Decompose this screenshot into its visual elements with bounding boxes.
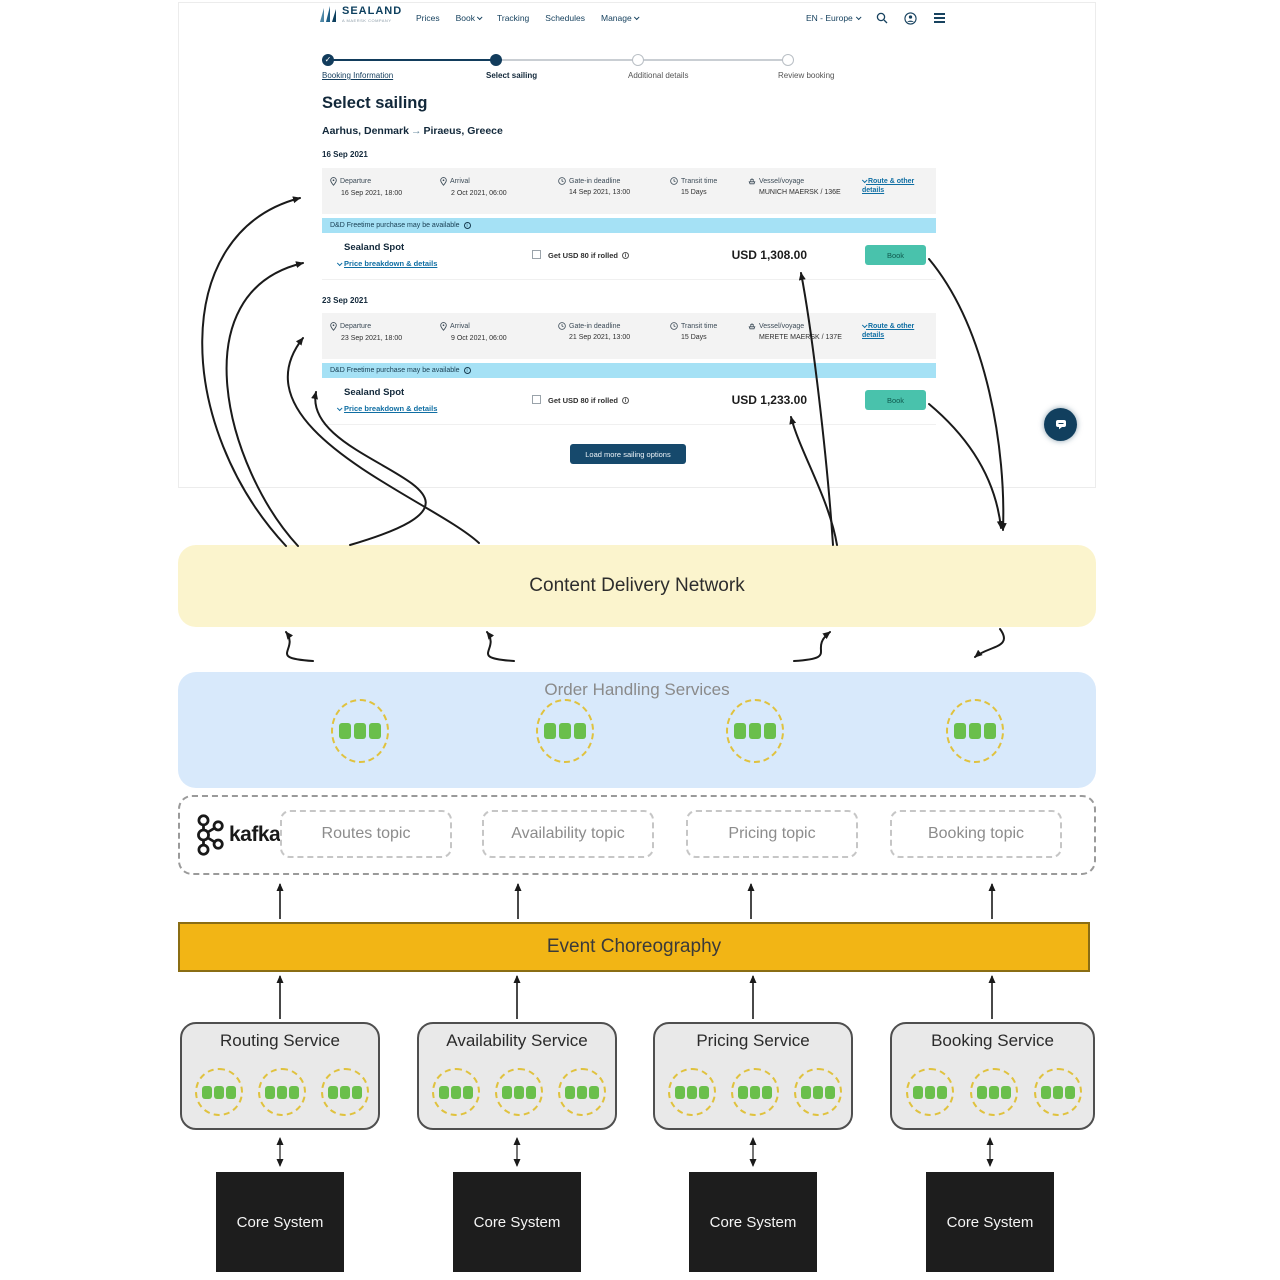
service-instance-cluster (495, 1068, 543, 1116)
chevron-down-icon (337, 260, 343, 266)
chat-bubble-icon (1055, 419, 1067, 430)
routing-service-box: Routing Service (180, 1022, 380, 1130)
book-button[interactable]: Book (865, 390, 926, 410)
kafka-band (178, 795, 1096, 875)
step-label-select-sailing: Select sailing (486, 71, 538, 80)
event-choreography-label: Event Choreography (546, 936, 722, 957)
step-dot-completed: ✓ (322, 54, 334, 66)
clock-icon (558, 177, 566, 185)
chevron-down-icon (477, 14, 483, 20)
transit-col: Transit time 15 Days (670, 177, 717, 196)
rolled-offer-checkbox[interactable] (532, 395, 541, 404)
route-other-details-link[interactable]: Route & other details (862, 178, 915, 195)
cdn-label: Content Delivery Network (529, 575, 745, 596)
route-arrow-icon: → (410, 125, 422, 137)
stepper-line-done (330, 59, 496, 61)
kafka-label: kafka (229, 823, 281, 846)
sealand-spot-offer-row (322, 378, 936, 425)
brand-tagline: A MAERSK COMPANY (342, 18, 392, 23)
kafka-logo (194, 813, 280, 857)
sealand-sails-icon (318, 6, 338, 33)
core-system-box: Core System (926, 1172, 1054, 1272)
topic-pricing: Pricing topic (686, 810, 858, 858)
kafka-icon (194, 813, 224, 857)
price-breakdown-link[interactable]: Price breakdown & details (337, 259, 437, 268)
chevron-down-icon (337, 405, 343, 411)
dnd-freetime-banner: D&D Freetime purchase may be available i (322, 363, 936, 378)
info-icon[interactable]: i (464, 222, 471, 229)
price-breakdown-link[interactable]: Price breakdown & details (337, 404, 437, 413)
arrival-col: Arrival 2 Oct 2021, 06:00 (440, 177, 507, 197)
vessel-icon (748, 322, 756, 330)
price-amount: USD 1,233.00 (731, 393, 807, 407)
gatein-col: Gate-in deadline 14 Sep 2021, 13:00 (558, 177, 630, 196)
product-name: Sealand Spot (344, 242, 405, 253)
core-system-box: Core System (689, 1172, 817, 1272)
service-instance-cluster (731, 1068, 779, 1116)
order-handling-label: Order Handling Services (544, 680, 730, 699)
info-icon[interactable]: i (622, 397, 629, 404)
nav-item-book[interactable]: Book (456, 13, 481, 23)
chevron-down-icon (856, 14, 862, 20)
order-handling-band (178, 672, 1096, 788)
rolled-offer-checkbox[interactable] (532, 250, 541, 259)
location-pin-icon (440, 177, 447, 186)
departure-col: Departure 16 Sep 2021, 18:00 (330, 177, 402, 197)
step-dot-upcoming (632, 54, 644, 66)
service-instance-cluster (906, 1068, 954, 1116)
clock-icon (558, 322, 566, 330)
service-instance-cluster (1034, 1068, 1082, 1116)
service-instance-cluster (432, 1068, 480, 1116)
search-icon[interactable] (875, 11, 889, 25)
pricing-service-box: Pricing Service (653, 1022, 853, 1130)
clock-icon (670, 322, 678, 330)
sailing-date: 23 Sep 2021 (322, 296, 368, 305)
brand-name: SEALAND (342, 5, 403, 17)
gatein-col: Gate-in deadline 21 Sep 2021, 13:00 (558, 322, 630, 341)
step-label-additional-details: Additional details (628, 71, 689, 80)
core-system-box: Core System (453, 1172, 581, 1272)
service-instance-cluster (946, 699, 1004, 763)
locale-selector[interactable]: EN - Europe (806, 13, 860, 23)
arrival-col: Arrival 9 Oct 2021, 06:00 (440, 322, 507, 342)
step-dot-current (490, 54, 502, 66)
core-system-box: Core System (216, 1172, 344, 1272)
info-icon[interactable]: i (622, 252, 629, 259)
service-instance-cluster (726, 699, 784, 763)
nav-item-prices[interactable]: Prices (416, 13, 440, 23)
booking-service-box: Booking Service (890, 1022, 1095, 1130)
product-name: Sealand Spot (344, 387, 405, 398)
vessel-col: Vessel/voyage MUNICH MAERSK / 136E (748, 177, 841, 196)
rolled-offer-label: Get USD 80 if rolled i (548, 396, 629, 405)
service-instance-cluster (195, 1068, 243, 1116)
location-pin-icon (440, 322, 447, 331)
step-dot-upcoming (782, 54, 794, 66)
departure-col: Departure 23 Sep 2021, 18:00 (330, 322, 402, 342)
step-label-review-booking: Review booking (778, 71, 835, 80)
page-title: Select sailing (322, 94, 428, 112)
rolled-offer-label: Get USD 80 if rolled i (548, 251, 629, 260)
step-label-booking-information[interactable]: Booking Information (322, 71, 394, 80)
chat-button[interactable] (1044, 408, 1077, 441)
sailing-details-row (322, 168, 936, 214)
nav-item-tracking[interactable]: Tracking (497, 13, 530, 23)
dnd-freetime-banner: D&D Freetime purchase may be available i (322, 218, 936, 233)
service-instance-cluster (331, 699, 389, 763)
vessel-col: Vessel/voyage MERETE MAERSK / 137E (748, 322, 842, 341)
service-instance-cluster (668, 1068, 716, 1116)
location-pin-icon (330, 177, 337, 186)
main-nav (416, 13, 638, 23)
menu-icon[interactable] (933, 11, 947, 25)
route-other-details-link[interactable]: Route & other details (862, 323, 915, 340)
book-button[interactable]: Book (865, 245, 926, 265)
availability-service-box: Availability Service (417, 1022, 617, 1130)
topic-availability: Availability topic (482, 810, 654, 858)
cdn-band (178, 545, 1096, 627)
service-instance-cluster (970, 1068, 1018, 1116)
topic-routes: Routes topic (280, 810, 452, 858)
sealand-spot-offer-row (322, 233, 936, 280)
service-instance-cluster (536, 699, 594, 763)
sailing-date: 16 Sep 2021 (322, 150, 368, 159)
account-icon[interactable] (904, 11, 918, 25)
chevron-down-icon (862, 177, 868, 183)
load-more-button[interactable]: Load more sailing options (570, 444, 686, 464)
chevron-down-icon (862, 322, 868, 328)
vessel-icon (748, 177, 756, 185)
topic-booking: Booking topic (890, 810, 1062, 858)
price-amount: USD 1,308.00 (731, 248, 807, 262)
sailing-details-row (322, 313, 936, 359)
event-choreography-band (178, 922, 1090, 972)
nav-item-schedules[interactable]: Schedules (545, 13, 585, 23)
transit-col: Transit time 15 Days (670, 322, 717, 341)
info-icon[interactable]: i (464, 367, 471, 374)
nav-utilities (806, 11, 947, 25)
nav-item-manage[interactable]: Manage (601, 13, 638, 23)
sealand-logo[interactable] (318, 6, 402, 33)
location-pin-icon (330, 322, 337, 331)
service-instance-cluster (258, 1068, 306, 1116)
service-instance-cluster (321, 1068, 369, 1116)
route-summary: Aarhus, Denmark → Piraeus, Greece (322, 125, 503, 137)
service-instance-cluster (794, 1068, 842, 1116)
clock-icon (670, 177, 678, 185)
service-instance-cluster (558, 1068, 606, 1116)
